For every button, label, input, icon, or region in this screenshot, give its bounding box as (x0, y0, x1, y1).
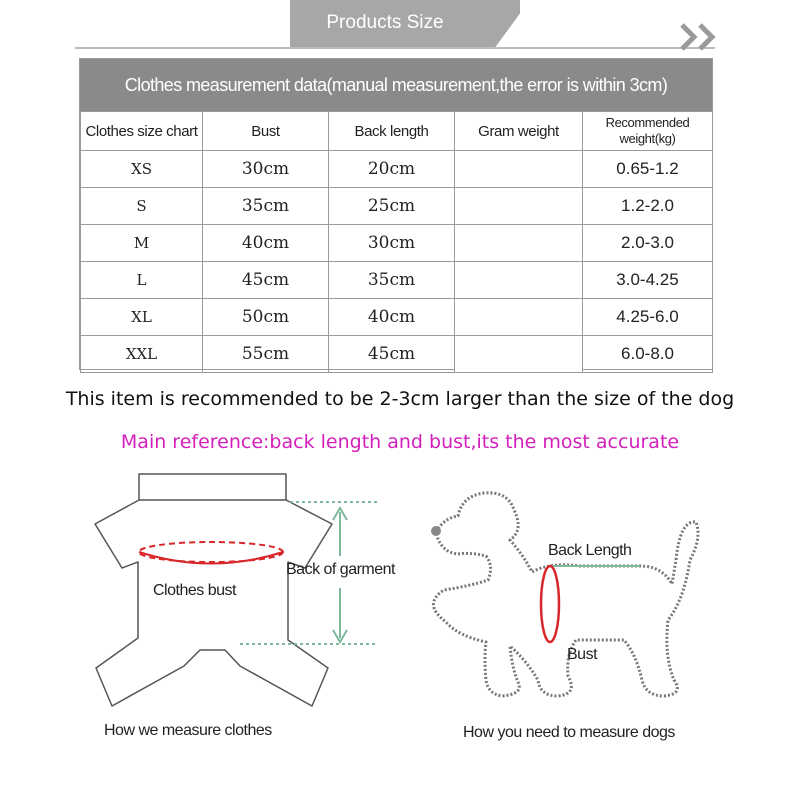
bust-cell: 40cm (203, 225, 329, 262)
back-length-label: Back Length (548, 542, 632, 559)
recommended-weight-cell: 0.65-1.2 (583, 151, 713, 188)
back-length-cell: 20cm (329, 151, 455, 188)
table-row (81, 299, 713, 336)
size-table (80, 111, 713, 373)
size-cell: L (81, 262, 203, 299)
recommended-weight-cell: 6.0-8.0 (583, 336, 713, 373)
back-length-cell: 25cm (329, 188, 455, 225)
reference-note: Main reference:back length and bust,its the most accurate (120, 431, 680, 453)
header-divider (75, 47, 715, 49)
table-row (81, 151, 713, 188)
bust-cell: 35cm (203, 188, 329, 225)
table-row (81, 188, 713, 225)
dog-caption: How you need to measure dogs (463, 724, 675, 741)
recommendation-note: This item is recommended to be 2-3cm larger than the size of the dog (65, 388, 735, 410)
gram-weight-cell (455, 151, 583, 188)
column-header-bust: Bust (203, 112, 329, 151)
recommended-weight-cell: 2.0-3.0 (583, 225, 713, 262)
dog-illustration (433, 493, 698, 696)
back-of-garment-label: Back of garment (286, 561, 395, 578)
size-cell: M (81, 225, 203, 262)
clothes-bust-label: Clothes bust (153, 582, 236, 599)
bust-label: Bust (567, 646, 598, 663)
table-caption: Clothes measurement data(manual measurement,the error is within 3cm) (80, 59, 712, 111)
size-table-panel (79, 58, 713, 370)
bust-cell: 55cm (203, 336, 329, 373)
gram-weight-cell (455, 299, 583, 336)
back-length-cell: 35cm (329, 262, 455, 299)
back-length-cell: 30cm (329, 225, 455, 262)
gram-weight-cell (455, 336, 583, 373)
bust-cell: 45cm (203, 262, 329, 299)
table-row (81, 336, 713, 373)
gram-weight-cell (455, 225, 583, 262)
bust-cell: 30cm (203, 151, 329, 188)
recommended-weight-cell: 1.2-2.0 (583, 188, 713, 225)
bust-cell: 50cm (203, 299, 329, 336)
size-cell: XL (81, 299, 203, 336)
dog-nose-icon (431, 526, 441, 536)
size-cell: XXL (81, 336, 203, 373)
column-header-size: Clothes size chart (81, 112, 203, 151)
column-header-recommended-weight: Recommended weight(kg) (583, 112, 713, 151)
table-row (81, 225, 713, 262)
back-length-cell: 45cm (329, 336, 455, 373)
gram-weight-cell (455, 262, 583, 299)
column-header-back-length: Back length (329, 112, 455, 151)
recommended-weight-cell: 3.0-4.25 (583, 262, 713, 299)
column-header-gram-weight: Gram weight (455, 112, 583, 151)
page-title: Products Size (326, 12, 444, 33)
measurement-diagram (0, 460, 800, 800)
recommended-weight-cell: 4.25-6.0 (583, 299, 713, 336)
table-row (81, 262, 713, 299)
gram-weight-cell (455, 188, 583, 225)
table-header-row (81, 112, 713, 151)
size-cell: XS (81, 151, 203, 188)
back-length-cell: 40cm (329, 299, 455, 336)
size-cell: S (81, 188, 203, 225)
clothes-caption: How we measure clothes (104, 722, 272, 739)
double-chevron-right-icon (680, 22, 724, 52)
